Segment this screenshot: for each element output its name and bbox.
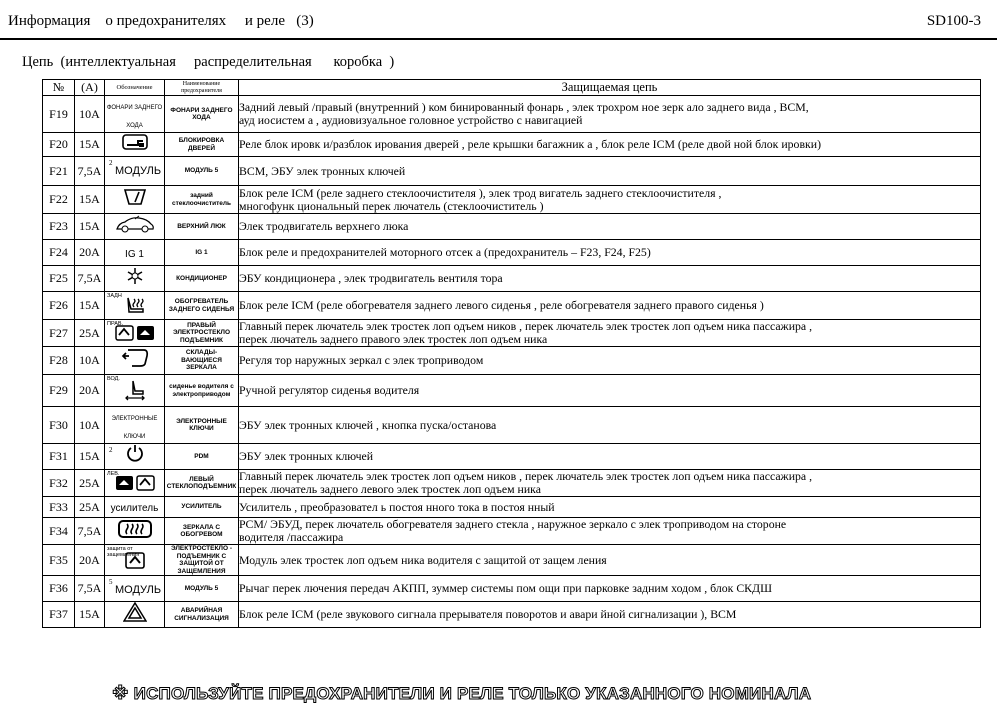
fuse-name: IG 1: [165, 240, 239, 266]
door-lock-icon: [122, 133, 148, 156]
symbol-superscript: 2: [109, 446, 113, 454]
protected-circuit: Реле блок ировк и/разблок ирования дверей , реле крышки багажник а , блок реле ICM (реле двой ной блок ировки): [239, 133, 981, 157]
fuse-rating: 15A: [75, 186, 105, 214]
fuse-symbol: [105, 470, 165, 497]
fuse-name: ЭЛЕКТРОСТЕКЛО - ПОДЪЕМНИК С ЗАЩИТОЙ ОТ ЗАЩЕМЛЕНИЯ: [165, 545, 239, 576]
protected-circuit: Регуля тор наружных зеркал с элек троприводом: [239, 347, 981, 375]
fuse-rating: 10A: [75, 347, 105, 375]
page-title: Информация о предохранителях и реле (3): [8, 13, 314, 29]
fuse-number: F23: [43, 214, 75, 240]
fuse-number: F32: [43, 470, 75, 497]
fuse-number: F35: [43, 545, 75, 576]
fuse-rating: 15A: [75, 444, 105, 470]
table-row: [43, 470, 981, 497]
protected-circuit: Блок реле ICM (реле заднего стеклоочистителя ), элек трод вигатель заднего стеклоочистителя , многофунк циональный перек лючатель (стеклоочиститель ): [239, 186, 981, 214]
protected-circuit: ЭБУ элек тронных ключей , кнопка пуска/останова: [239, 407, 981, 444]
protected-circuit: Ручной регулятор сиденья водителя: [239, 375, 981, 407]
rear-wiper-icon: [123, 187, 147, 212]
fuse-symbol: [105, 320, 165, 347]
fuse-name: ЛЕВЫЙ СТЕКЛОПОДЪЕМНИК: [165, 470, 239, 497]
table-row: [43, 214, 981, 240]
protected-circuit: Блок реле ICM (реле обогревателя заднего левого сиденья , реле обогревателя заднего правого сиденья ): [239, 292, 981, 320]
symbol-text: ЭЛЕКТРОННЫЕ КЛЮЧИ: [111, 416, 158, 440]
symbol-module-text: МОДУЛЬ: [115, 584, 162, 596]
table-row: [43, 157, 981, 186]
fuse-name: ФОНАРИ ЗАДНЕГО ХОДА: [165, 96, 239, 133]
fuse-symbol: [105, 407, 165, 444]
fuse-rating: 15A: [75, 292, 105, 320]
fuse-symbol: [105, 96, 165, 133]
fuse-name: ПРАВЫЙ ЭЛЕКТРОСТЕКЛО ПОДЪЕМНИК: [165, 320, 239, 347]
fuse-symbol: [105, 214, 165, 240]
fuse-number: F28: [43, 347, 75, 375]
page-code: SD100-3: [926, 13, 981, 29]
fuse-number: F22: [43, 186, 75, 214]
symbol-label: ВОД.: [107, 376, 120, 382]
col-header-no: №: [43, 80, 75, 96]
fuse-number: F26: [43, 292, 75, 320]
symbol-label: ЗАДН: [107, 293, 122, 299]
fuse-number: F21: [43, 157, 75, 186]
fuse-table: [42, 79, 981, 628]
protected-circuit: Блок реле и предохранителей моторного отсек а (предохранитель – F23, F24, F25): [239, 240, 981, 266]
fuse-rating: 10A: [75, 407, 105, 444]
symbol-superscript: 5: [109, 578, 113, 586]
fuse-rating: 20A: [75, 240, 105, 266]
fuse-symbol: [105, 375, 165, 407]
fuse-name: АВАРИЙНАЯ СИГНАЛИЗАЦИЯ: [165, 602, 239, 628]
sunroof-icon: [115, 215, 155, 238]
table-row: [43, 347, 981, 375]
table-row: [43, 292, 981, 320]
fuse-symbol: [105, 518, 165, 545]
fuse-symbol: [105, 133, 165, 157]
fuse-rating: 20A: [75, 545, 105, 576]
fuse-name: СКЛАДЫ- ВАЮЩИЕСЯ ЗЕРКАЛА: [165, 347, 239, 375]
protected-circuit: BCM, ЭБУ элек тронных ключей: [239, 157, 981, 186]
fuse-symbol: [105, 266, 165, 292]
table-row: [43, 375, 981, 407]
fuse-rating: 20A: [75, 375, 105, 407]
rear-seat-heater-icon: [124, 296, 146, 319]
table-row: [43, 602, 981, 628]
symbol-label: ЛЕВ.: [107, 471, 120, 477]
table-row: [43, 186, 981, 214]
fuse-number: F29: [43, 375, 75, 407]
symbol-text: усилитель: [110, 503, 159, 514]
symbol-text: ФОНАРИ ЗАДНЕГО ХОДА: [106, 105, 163, 129]
table-row: [43, 444, 981, 470]
fuse-symbol: [105, 576, 165, 602]
col-header-name: Наименование предохранителя: [165, 80, 239, 96]
pdm-icon: [124, 444, 146, 469]
driver-seat-icon: [123, 379, 147, 406]
protected-circuit: PCM/ ЭБУД, перек лючатель обогревателя заднего стекла , наружное зеркало с элек троприводом на стороне водителя /пассажира: [239, 518, 981, 545]
folding-mirror-icon: [120, 347, 150, 374]
fuse-rating: 7,5A: [75, 266, 105, 292]
fuse-rating: 25A: [75, 470, 105, 497]
fuse-symbol: [105, 292, 165, 320]
fuse-rating: 15A: [75, 602, 105, 628]
air-conditioner-icon: [126, 267, 144, 290]
fuse-number: F27: [43, 320, 75, 347]
fuse-number: F31: [43, 444, 75, 470]
table-row: [43, 266, 981, 292]
fuse-symbol: [105, 497, 165, 518]
fuse-symbol: [105, 186, 165, 214]
hazard-icon: [123, 602, 147, 627]
fuse-rating: 25A: [75, 320, 105, 347]
col-header-desc: Защищаемая цепь: [239, 80, 981, 96]
table-row: [43, 518, 981, 545]
fuse-rating: 25A: [75, 497, 105, 518]
protected-circuit: Усилитель , преобразовател ь постоя нного тока в постоя нный: [239, 497, 981, 518]
fuse-name: УСИЛИТЕЛЬ: [165, 497, 239, 518]
protected-circuit: ЭБУ кондиционера , элек тродвигатель вентиля тора: [239, 266, 981, 292]
fuse-name: ВЕРХНИЙ ЛЮК: [165, 214, 239, 240]
protected-circuit: Модуль элек тростек лоп одъем ника водителя с защитой от защем ления: [239, 545, 981, 576]
fuse-rating: 10A: [75, 96, 105, 133]
footer-note: ※ ИСПОЛЬЗУЙТЕ ПРЕДОХРАНИТЕЛИ И РЕЛЕ ТОЛЬКО УКАЗАННОГО НОМИНАЛА: [112, 684, 812, 703]
mirror-heater-icon: [117, 519, 153, 544]
table-row: [43, 576, 981, 602]
table-row: [43, 545, 981, 576]
table-row: [43, 240, 981, 266]
protected-circuit: Главный перек лючатель элек тростек лоп одъем ников , перек лючатель элек тростек лоп одъем ника пассажира , перек лючатель заднего левого элек тростек лоп одъем ника: [239, 470, 981, 497]
fuse-number: F33: [43, 497, 75, 518]
fuse-rating: 15A: [75, 133, 105, 157]
section-title: Цепь (интеллектуальная распределительная коробка ): [22, 54, 395, 70]
fuse-number: F30: [43, 407, 75, 444]
fuse-name: задний стеклоочиститель: [165, 186, 239, 214]
table-row: [43, 407, 981, 444]
right-window-icon: [115, 325, 155, 346]
protected-circuit: Задний левый /правый (внутренний ) ком бинированный фонарь , элек трохром ное зерк ало заднего вида , BCM, ауд иосистем а , аудиовизуальное головное устройство с навигацией: [239, 96, 981, 133]
fuse-number: F19: [43, 96, 75, 133]
fuse-name: МОДУЛЬ 5: [165, 157, 239, 186]
fuse-name: PDM: [165, 444, 239, 470]
symbol-text: IG 1: [125, 248, 144, 260]
fuse-symbol: [105, 444, 165, 470]
fuse-rating: 7,5A: [75, 157, 105, 186]
fuse-rating: 7,5A: [75, 576, 105, 602]
fuse-number: F37: [43, 602, 75, 628]
fuse-name: сиденье водителя с электроприводом: [165, 375, 239, 407]
fuse-number: F24: [43, 240, 75, 266]
protected-circuit: Главный перек лючатель элек тростек лоп одъем ников , перек лючатель элек тростек лоп одъем ника пассажира , перек лючатель заднего правого элек тростек лоп одъем ника: [239, 320, 981, 347]
symbol-superscript: 2: [109, 159, 113, 167]
fuse-number: F36: [43, 576, 75, 602]
fuse-rating: 15A: [75, 214, 105, 240]
fuse-symbol: [105, 240, 165, 266]
col-header-amp: (A): [75, 80, 105, 96]
protected-circuit: Элек тродвигатель верхнего люка: [239, 214, 981, 240]
fuse-symbol: [105, 157, 165, 186]
table-header-row: [43, 80, 981, 96]
fuse-symbol: [105, 545, 165, 576]
fuse-name: ЗЕРКАЛА С ОБОГРЕВОМ: [165, 518, 239, 545]
protected-circuit: Рычаг перек лючения передач АКПП, зуммер системы пом ощи при парковке задним ходом , блок СКДШ: [239, 576, 981, 602]
fuse-number: F25: [43, 266, 75, 292]
fuse-name: МОДУЛЬ 5: [165, 576, 239, 602]
fuse-name: БЛОКИРОВКА ДВЕРЕЙ: [165, 133, 239, 157]
protected-circuit: ЭБУ элек тронных ключей: [239, 444, 981, 470]
fuse-name: ЭЛЕКТРОННЫЕ КЛЮЧИ: [165, 407, 239, 444]
table-row: [43, 497, 981, 518]
table-row: [43, 96, 981, 133]
fuse-number: F34: [43, 518, 75, 545]
fuse-symbol: [105, 602, 165, 628]
col-header-symbol: Обозначение: [105, 80, 165, 96]
protected-circuit: Блок реле ICM (реле звукового сигнала прерывателя поворотов и авари йной сигнализации ), BCM: [239, 602, 981, 628]
symbol-module-text: МОДУЛЬ: [115, 165, 162, 177]
fuse-name: КОНДИЦИОНЕР: [165, 266, 239, 292]
symbol-label: защита от защемления: [107, 546, 140, 558]
fuse-name: ОБОГРЕВАТЕЛЬ ЗАДНЕГО СИДЕНЬЯ: [165, 292, 239, 320]
left-window-icon: [115, 475, 155, 496]
fuse-number: F20: [43, 133, 75, 157]
page-header: [0, 0, 997, 40]
fuse-rating: 7,5A: [75, 518, 105, 545]
table-row: [43, 320, 981, 347]
symbol-label: ПРАВ.: [107, 321, 124, 327]
fuse-symbol: [105, 347, 165, 375]
table-row: [43, 133, 981, 157]
